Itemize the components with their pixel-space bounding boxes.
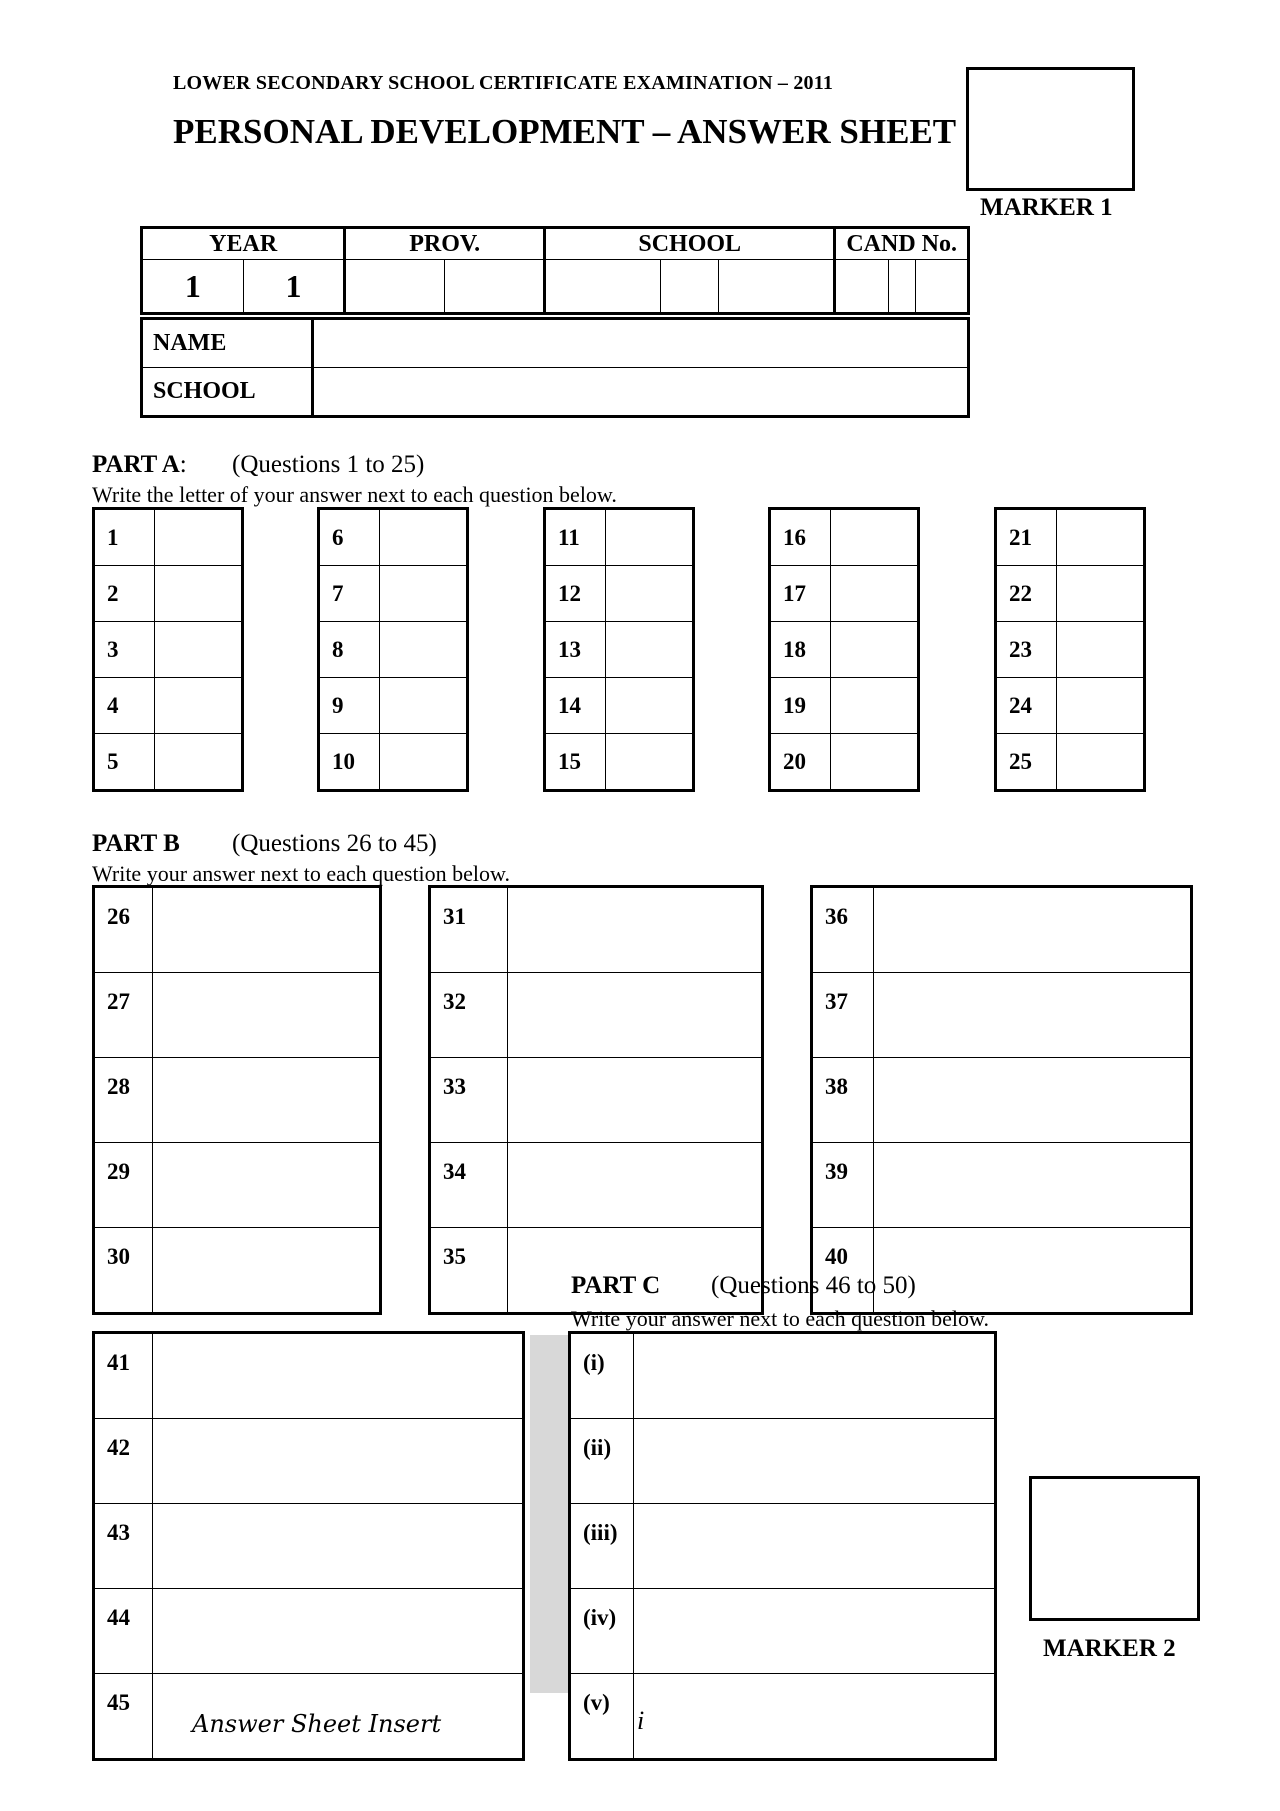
name-label: NAME xyxy=(142,319,313,368)
question-number: 33 xyxy=(430,1058,508,1143)
answer-cell[interactable] xyxy=(153,1589,524,1674)
answer-cell[interactable] xyxy=(508,1143,763,1228)
question-number: 22 xyxy=(996,566,1057,622)
marker-1-label: MARKER 1 xyxy=(980,194,1113,221)
province-digit-2[interactable] xyxy=(445,260,545,314)
answer-cell[interactable] xyxy=(606,509,694,566)
answer-cell[interactable] xyxy=(1057,622,1145,678)
exam-title: LOWER SECONDARY SCHOOL CERTIFICATE EXAMINATION – 2011 xyxy=(173,72,834,94)
part-a-instruction: Write the letter of your answer next to each question below. xyxy=(92,482,617,507)
table-row xyxy=(94,622,243,678)
table-row xyxy=(319,734,468,791)
question-number: 17 xyxy=(770,566,831,622)
table-row xyxy=(996,734,1145,791)
question-number: 43 xyxy=(94,1504,153,1589)
answer-cell[interactable] xyxy=(153,1143,381,1228)
answer-cell[interactable] xyxy=(1057,734,1145,791)
page-number: i xyxy=(637,1706,645,1735)
question-number: 18 xyxy=(770,622,831,678)
question-number: 23 xyxy=(996,622,1057,678)
question-number: 39 xyxy=(812,1143,874,1228)
table-row xyxy=(770,678,919,734)
table-row xyxy=(430,1058,763,1143)
answer-cell[interactable] xyxy=(634,1419,996,1504)
answer-cell[interactable] xyxy=(1057,509,1145,566)
table-row xyxy=(319,678,468,734)
question-number: 11 xyxy=(545,509,606,566)
table-row xyxy=(770,566,919,622)
part-b-heading xyxy=(92,830,437,858)
answer-cell[interactable] xyxy=(508,1058,763,1143)
table-row xyxy=(770,734,919,791)
table-row xyxy=(94,1589,524,1674)
answer-cell[interactable] xyxy=(874,1143,1192,1228)
school-header: SCHOOL xyxy=(545,228,835,260)
table-row xyxy=(430,973,763,1058)
page-title: PERSONAL DEVELOPMENT – ANSWER SHEET xyxy=(173,112,957,151)
question-number: 3 xyxy=(94,622,155,678)
part-a-heading xyxy=(92,451,425,479)
answer-cell[interactable] xyxy=(508,973,763,1058)
table-row xyxy=(545,734,694,791)
answer-cell[interactable] xyxy=(508,1228,763,1314)
cand-digit-3[interactable] xyxy=(915,260,968,314)
answer-cell[interactable] xyxy=(380,678,468,734)
question-number: 19 xyxy=(770,678,831,734)
question-number: 2 xyxy=(94,566,155,622)
answer-cell[interactable] xyxy=(155,678,243,734)
question-number: (iii) xyxy=(570,1504,634,1589)
table-row xyxy=(570,1333,996,1419)
answer-cell[interactable] xyxy=(831,566,919,622)
marker-2-box[interactable] xyxy=(1029,1476,1200,1621)
table-row xyxy=(770,622,919,678)
table-row xyxy=(94,734,243,791)
part-c-heading xyxy=(571,1272,916,1300)
answer-cell[interactable] xyxy=(153,1333,524,1419)
answer-cell[interactable] xyxy=(380,622,468,678)
answer-cell[interactable] xyxy=(606,678,694,734)
part-c-label: PART C xyxy=(571,1272,661,1299)
part-b-label: PART B xyxy=(92,830,180,857)
answer-cell[interactable] xyxy=(153,1058,381,1143)
question-number: 27 xyxy=(94,973,153,1058)
question-number: 1 xyxy=(94,509,155,566)
part-c-range: (Questions 46 to 50) xyxy=(711,1272,916,1299)
table-row xyxy=(570,1674,996,1760)
question-number: 8 xyxy=(319,622,380,678)
answer-cell[interactable] xyxy=(153,1504,524,1589)
school-digit-2[interactable] xyxy=(661,260,719,314)
table-row xyxy=(94,678,243,734)
table-row xyxy=(319,566,468,622)
question-number: 4 xyxy=(94,678,155,734)
school-label: SCHOOL xyxy=(142,368,313,417)
question-number: 34 xyxy=(430,1143,508,1228)
marker-2-label: MARKER 2 xyxy=(1043,1635,1176,1662)
school-field[interactable] xyxy=(313,368,969,417)
question-number: 5 xyxy=(94,734,155,791)
answer-cell[interactable] xyxy=(634,1674,996,1760)
year-digit-2[interactable]: 1 xyxy=(243,260,345,314)
question-number: 45 xyxy=(94,1674,153,1760)
question-number: 44 xyxy=(94,1589,153,1674)
shaded-gutter xyxy=(530,1335,568,1693)
table-row xyxy=(570,1589,996,1674)
part-b-group-3-table xyxy=(810,885,1193,1315)
table-row xyxy=(430,1228,763,1314)
answer-cell[interactable] xyxy=(634,1504,996,1589)
question-number: (i) xyxy=(570,1333,634,1419)
answer-cell[interactable] xyxy=(1057,566,1145,622)
answer-cell[interactable] xyxy=(155,509,243,566)
question-number: 21 xyxy=(996,509,1057,566)
answer-cell[interactable] xyxy=(831,509,919,566)
table-row xyxy=(545,566,694,622)
year-header: YEAR xyxy=(142,228,345,260)
table-row xyxy=(996,509,1145,566)
question-number: 16 xyxy=(770,509,831,566)
part-b-group-2-table xyxy=(428,885,764,1315)
answer-cell[interactable] xyxy=(155,622,243,678)
part-a-label: PART A xyxy=(92,451,180,478)
question-number: 9 xyxy=(319,678,380,734)
question-number: (iv) xyxy=(570,1589,634,1674)
candidate-id-grid xyxy=(140,226,970,315)
table-row xyxy=(94,1333,524,1419)
answer-cell[interactable] xyxy=(153,973,381,1058)
table-row xyxy=(94,973,381,1058)
table-row xyxy=(812,1143,1192,1228)
part-b-instruction: Write your answer next to each question below. xyxy=(92,861,510,886)
part-c-instruction: Write your answer next to each question below. xyxy=(571,1306,989,1331)
table-row xyxy=(770,509,919,566)
answer-cell[interactable] xyxy=(606,734,694,791)
question-number: 42 xyxy=(94,1419,153,1504)
question-number: 10 xyxy=(319,734,380,791)
table-row xyxy=(94,1419,524,1504)
question-number: (ii) xyxy=(570,1419,634,1504)
school-digit-3[interactable] xyxy=(719,260,835,314)
answer-cell[interactable] xyxy=(634,1333,996,1419)
part-c-group-table xyxy=(568,1331,997,1761)
answer-cell[interactable] xyxy=(634,1589,996,1674)
part-a-colon: : xyxy=(179,451,187,478)
question-number: 12 xyxy=(545,566,606,622)
part-a-range: (Questions 1 to 25) xyxy=(232,451,425,478)
table-row xyxy=(94,1504,524,1589)
table-row xyxy=(94,887,381,973)
table-row xyxy=(996,566,1145,622)
table-row xyxy=(812,1228,1192,1314)
answer-cell[interactable] xyxy=(606,566,694,622)
table-row xyxy=(545,509,694,566)
answer-cell[interactable] xyxy=(508,887,763,973)
part-a-group-1-table xyxy=(92,507,244,792)
answer-cell[interactable] xyxy=(1057,678,1145,734)
question-number: 41 xyxy=(94,1333,153,1419)
question-number: 13 xyxy=(545,622,606,678)
answer-cell[interactable] xyxy=(155,734,243,791)
table-row xyxy=(430,887,763,973)
answer-cell[interactable] xyxy=(874,1228,1192,1314)
table-row xyxy=(812,973,1192,1058)
cand-digit-1[interactable] xyxy=(835,260,888,314)
table-row xyxy=(94,1228,381,1314)
table-row xyxy=(94,509,243,566)
table-row xyxy=(94,1143,381,1228)
answer-cell[interactable] xyxy=(155,566,243,622)
question-number: 14 xyxy=(545,678,606,734)
province-header: PROV. xyxy=(345,228,545,260)
table-row xyxy=(94,1058,381,1143)
part-b-group-1-table xyxy=(92,885,382,1315)
part-b-range: (Questions 26 to 45) xyxy=(232,830,437,857)
answer-cell[interactable] xyxy=(874,887,1192,973)
answer-cell[interactable] xyxy=(380,509,468,566)
table-row xyxy=(319,622,468,678)
table-row xyxy=(545,678,694,734)
table-row xyxy=(94,566,243,622)
answer-cell[interactable] xyxy=(153,1419,524,1504)
table-row xyxy=(812,1058,1192,1143)
question-number: 31 xyxy=(430,887,508,973)
year-digit-1[interactable]: 1 xyxy=(142,260,244,314)
question-number: 30 xyxy=(94,1228,153,1314)
footer-insert-label: Answer Sheet Insert xyxy=(192,1710,442,1738)
question-number: 40 xyxy=(812,1228,874,1314)
question-number: 36 xyxy=(812,887,874,973)
part-a-group-4-table xyxy=(768,507,920,792)
table-row xyxy=(545,622,694,678)
answer-cell[interactable] xyxy=(153,1228,381,1314)
question-number: 38 xyxy=(812,1058,874,1143)
question-number: 7 xyxy=(319,566,380,622)
answer-cell[interactable] xyxy=(153,887,381,973)
question-number: 25 xyxy=(996,734,1057,791)
table-row xyxy=(812,887,1192,973)
candidate-details xyxy=(140,317,970,418)
part-b-group-4-table xyxy=(92,1331,525,1761)
question-number: 35 xyxy=(430,1228,508,1314)
answer-cell[interactable] xyxy=(831,678,919,734)
table-row xyxy=(996,622,1145,678)
question-number: 15 xyxy=(545,734,606,791)
table-row xyxy=(430,1143,763,1228)
question-number: 24 xyxy=(996,678,1057,734)
cand-no-header: CAND No. xyxy=(835,228,969,260)
question-number: 20 xyxy=(770,734,831,791)
province-digit-1[interactable] xyxy=(345,260,445,314)
question-number: 32 xyxy=(430,973,508,1058)
question-number: 26 xyxy=(94,887,153,973)
school-digit-1[interactable] xyxy=(545,260,661,314)
answer-cell[interactable] xyxy=(874,973,1192,1058)
question-number: 37 xyxy=(812,973,874,1058)
answer-cell[interactable] xyxy=(874,1058,1192,1143)
part-a-group-3-table xyxy=(543,507,695,792)
part-a-group-5-table xyxy=(994,507,1146,792)
answer-cell[interactable] xyxy=(606,622,694,678)
question-number: 28 xyxy=(94,1058,153,1143)
table-row xyxy=(570,1419,996,1504)
question-number: (v) xyxy=(570,1674,634,1760)
table-row xyxy=(319,509,468,566)
answer-cell[interactable] xyxy=(380,734,468,791)
answer-cell[interactable] xyxy=(831,734,919,791)
cand-digit-2[interactable] xyxy=(888,260,915,314)
part-a-group-2-table xyxy=(317,507,469,792)
name-field[interactable] xyxy=(313,319,969,368)
answer-cell[interactable] xyxy=(831,622,919,678)
table-row xyxy=(570,1504,996,1589)
question-number: 29 xyxy=(94,1143,153,1228)
marker-1-box[interactable] xyxy=(966,67,1135,191)
answer-cell[interactable] xyxy=(380,566,468,622)
question-number: 6 xyxy=(319,509,380,566)
table-row xyxy=(996,678,1145,734)
